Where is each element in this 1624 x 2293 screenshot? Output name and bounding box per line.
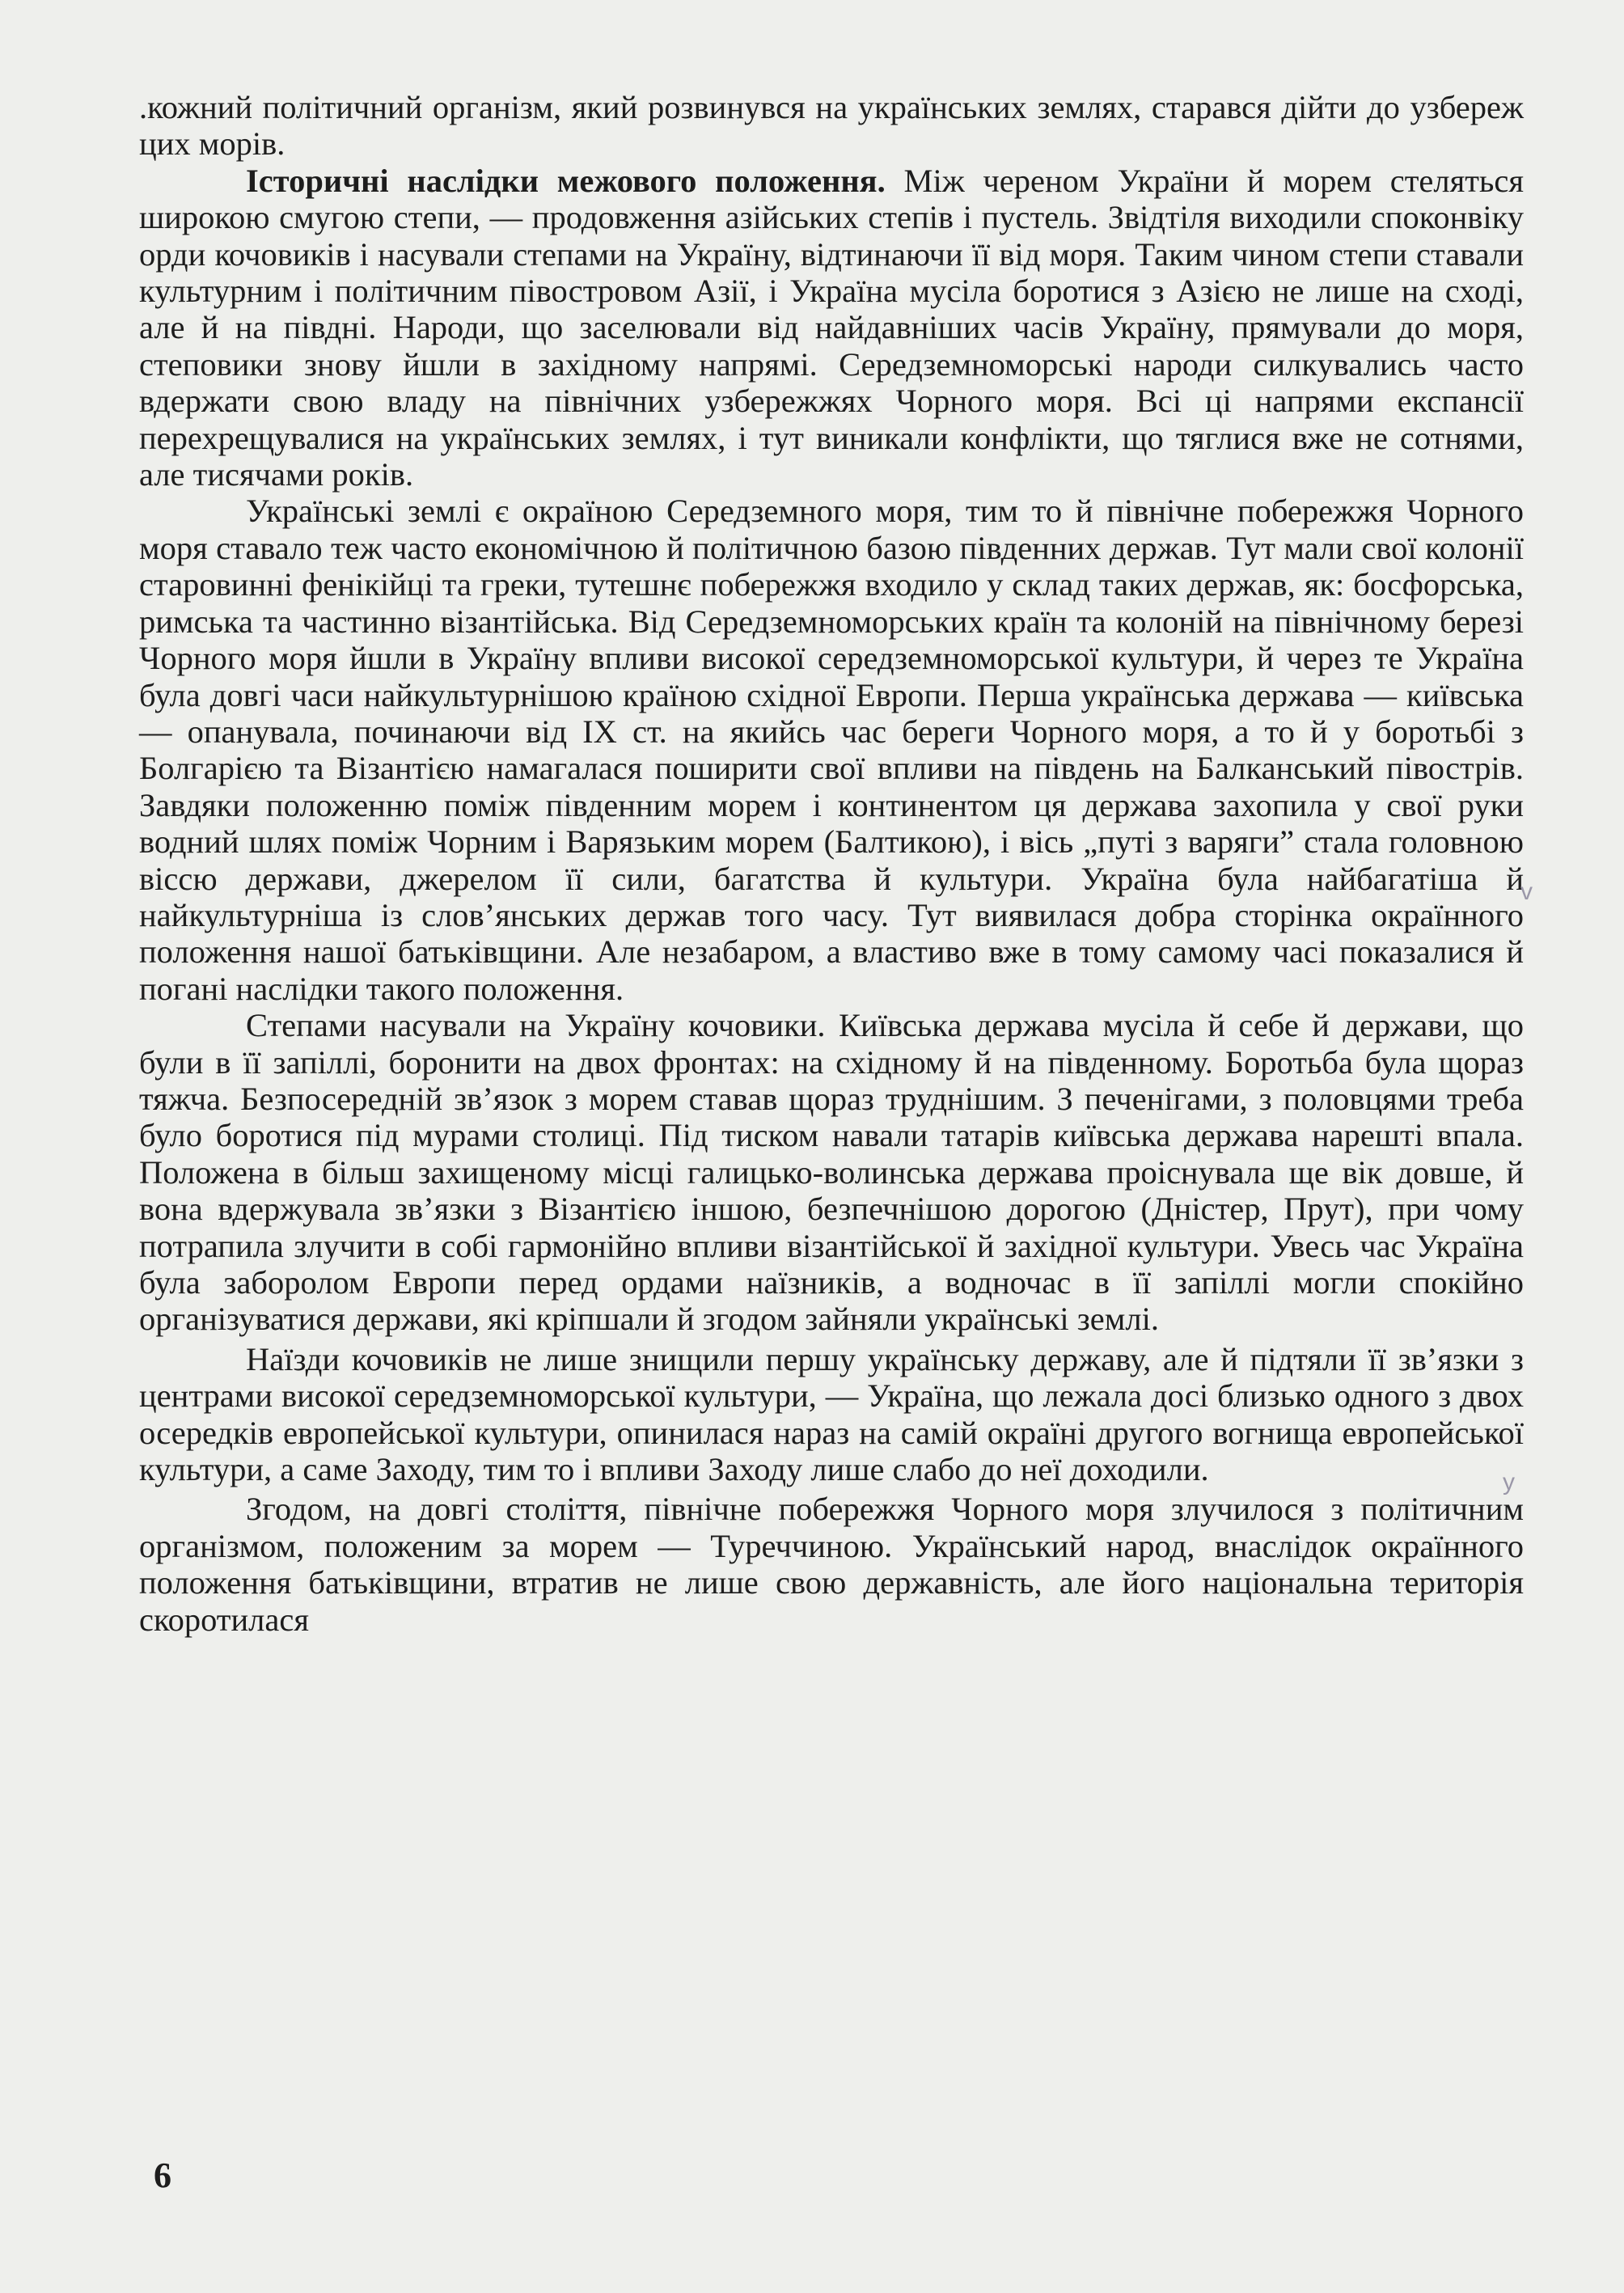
paragraph-text: Між череном України й морем стеляться широкою смугою степи, — продовження азійських степів і пустель. Звідтіля виходили споконвіку орди кочовиків і насували степами на Україну, відтинаючи її від моря. Таким чином степи ставали культурним і політичним півостровом Азії, і Україна мусіла боротися з Азією не лише на сході, але й на півдні. Народи, що заселювали від найдавніших часів Україну, прямували до моря, степовики знову йшли в західному напрямі. Середземноморські народи силкувались часто вдержати свою владу на північних узбережжях Чорного моря. Всі ці напрями експансії перехрещувалися на українських землях, і тут виникали конфлікти, що тяглися вже не сотнями, але тисячами років.: [139, 162, 1524, 493]
paragraph-5: [139, 1341, 1524, 1488]
paragraph-text: Степами насували на Україну кочовики. Київська держава мусіла й себе й держави, що були в її запіллі, боронити на двох фронтах: на східному й на південному. Боротьба була щораз тяжча. Безпосередній зв’язок з морем ставав щораз труднішим. З печенігами, з половцями треба було боротися під мурами столиці. Під тиском навали татарів київська держава нарешті впала. Положена в більш захищеному місці галицько-волинська держава проіснувала ще вік довше, й вона вдержувала зв’язки з Візантією іншою, безпечнішою дорогою (Дністер, Прут), при чому потрапила злучити в собі гармонійно впливи візантійської й західної культури. Увесь час Україна була заборолом Европи перед ордами наїзників, а водночас в її запіллі могли спокійно організуватися держави, які кріпшали й згодом зайняли українські землі.: [139, 1007, 1524, 1338]
paragraph-text: Згодом, на довгі століття, північне побережжя Чорного моря злучилося з політичним організмом, положеним за морем — Туреччиною. Український народ, внаслідок окраїнного положення батьківщини, втратив не лише свою державність, але його національна територія скоротилася: [139, 1491, 1524, 1638]
paragraph-1: [139, 89, 1524, 163]
paragraph-6: [139, 1491, 1524, 1638]
paragraph-text: .кожний політичний організм, який розвинувся на українських землях, старався дійти до узбереж цих морів.: [139, 89, 1524, 163]
paragraph-3: [139, 493, 1524, 1007]
margin-pencil-mark: y: [1503, 1469, 1515, 1496]
page-number: 6: [154, 2156, 171, 2195]
body-text: [139, 89, 1524, 1638]
paragraph-2: [139, 163, 1524, 493]
paragraph-text: Наїзди кочовиків не лише знищили першу українську державу, але й підтяли її зв’язки з центрами високої середземноморської культури, — Україна, що лежала досі близько одного з двох осередків европейської культури, опинилася нараз на самій окраїні другого вогнища европейської культури, а саме Заходу, тим то і впливи Заходу лише слабо до неї доходили.: [139, 1340, 1524, 1488]
paragraph-text: Українські землі є окраїною Середземного моря, тим то й північне побережжя Чорного моря ставало теж часто економічною й політичною базою південних держав. Тут мали свої колонії старовинні фенікійці та греки, тутешнє побережжя входило у склад таких держав, як: босфорська, римська та частинно візантійська. Від Середземноморських країн та колоній на північному березі Чорного моря йшли в Україну впливи високої середземноморської культури, й через те Україна була довгі часи найкультурнішою країною східної Европи. Перша українська держава — київська — опанувала, починаючи від IX ст. на якийсь час береги Чорного моря, а то й у боротьбі з Болгарією та Візантією намагалася поширити свої впливи на південь на Балканський півострів. Завдяки положенню поміж південним морем і континентом ця держава захопила у свої руки водний шлях поміж Чорним і Варязьким морем (Балтикою), і вісь „путі з варяги” стала головною віссю держави, джерелом її сили, багатства й культури. Україна була найбагатіша й найкультурніша із слов’янських держав того часу. Тут виявилася добра сторінка окраїнного положення нашої батьківщини. Але незабаром, а властиво вже в тому самому часі показалися й погані наслідки такого положення.: [139, 493, 1524, 1007]
section-heading: Історичні наслідки межового положення.: [246, 162, 886, 199]
margin-pencil-mark: v: [1520, 878, 1533, 905]
paragraph-4: [139, 1007, 1524, 1338]
